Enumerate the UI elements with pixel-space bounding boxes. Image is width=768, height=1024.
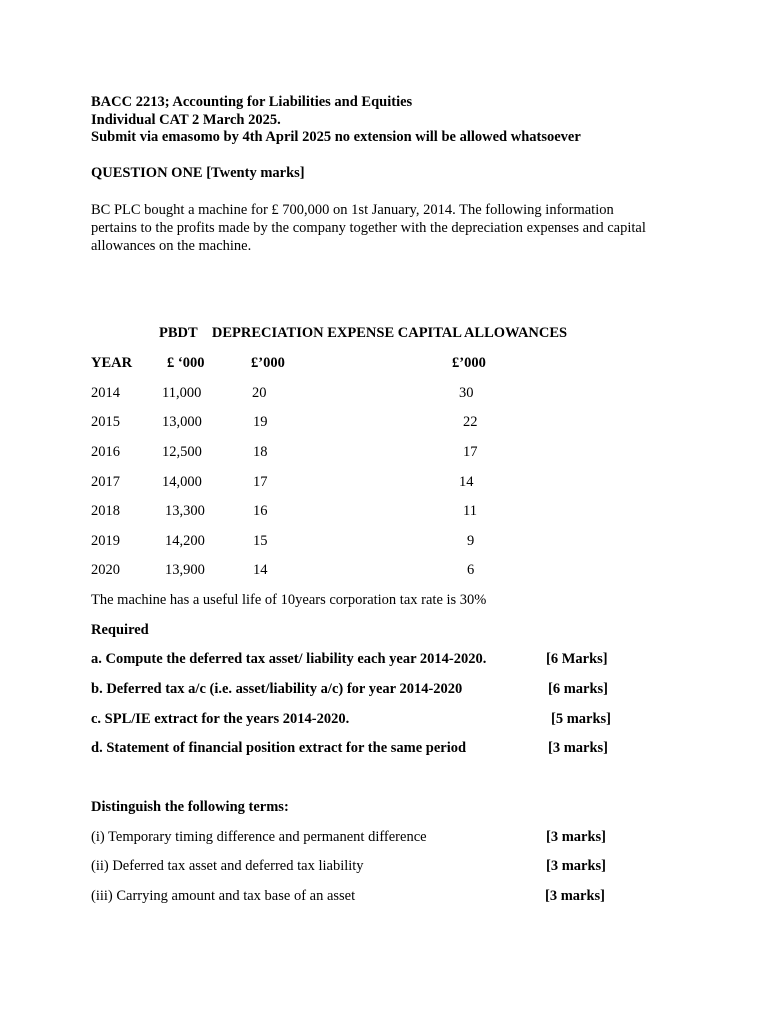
table-row-dep: 14	[253, 562, 268, 578]
table-row-year: 2018	[91, 503, 120, 519]
table-row-pbdt: 12,500	[162, 444, 202, 460]
cat-title: Individual CAT 2 March 2025.	[91, 112, 281, 128]
col-ca-unit: £’000	[452, 355, 486, 371]
table-row-ca: 17	[463, 444, 478, 460]
question-intro: BC PLC bought a machine for £ 700,000 on 1st January, 2014. The following information pertains to the profits made by the company together with the depreciation expenses and capital allowances on the machine.	[91, 202, 646, 254]
table-row-dep: 17	[253, 474, 268, 490]
table-row-ca: 30	[459, 385, 474, 401]
required-item-d-marks: [3 marks]	[548, 740, 609, 756]
table-row-ca: 14	[459, 474, 474, 490]
col-dep-unit: £’000	[251, 355, 285, 371]
distinguish-item-iii-marks: [3 marks]	[545, 888, 606, 904]
question-title: QUESTION ONE [Twenty marks]	[91, 165, 305, 181]
col-year-label: YEAR	[91, 355, 133, 371]
distinguish-item-i-marks: [3 marks]	[546, 829, 607, 845]
table-row-year: 2019	[91, 533, 120, 549]
required-item-a-marks: [6 Marks]	[546, 651, 608, 667]
submission-note: Submit via emasomo by 4th April 2025 no extension will be allowed whatsoever	[91, 129, 581, 145]
table-header-line: PBDT DEPRECIATION EXPENSE CAPITAL ALLOWANCES	[159, 325, 568, 341]
table-row-dep: 16	[253, 503, 268, 519]
table-row-year: 2014	[91, 385, 120, 401]
course-title: BACC 2213; Accounting for Liabilities and Equities	[91, 94, 413, 110]
col-pbdt-unit: £ ‘000	[167, 355, 205, 371]
distinguish-item-i: (i) Temporary timing difference and permanent difference	[91, 829, 427, 845]
table-row-dep: 19	[253, 414, 268, 430]
required-item-b-marks: [6 marks]	[548, 681, 609, 697]
table-row-year: 2016	[91, 444, 120, 460]
table-row-ca: 22	[463, 414, 478, 430]
table-row-ca: 11	[463, 503, 477, 519]
distinguish-item-ii: (ii) Deferred tax asset and deferred tax liability	[91, 858, 364, 874]
table-row-pbdt: 13,300	[165, 503, 205, 519]
required-item-d: d. Statement of financial position extract for the same period	[91, 740, 467, 756]
table-row-year: 2020	[91, 562, 120, 578]
table-row-dep: 20	[252, 385, 267, 401]
required-item-b: b. Deferred tax a/c (i.e. asset/liability a/c) for year 2014-2020	[91, 681, 463, 697]
useful-life-note: The machine has a useful life of 10years corporation tax rate is 30%	[91, 592, 487, 608]
table-row-year: 2017	[91, 474, 120, 490]
required-item-c: c. SPL/IE extract for the years 2014-2020.	[91, 711, 350, 727]
table-row-pbdt: 11,000	[162, 385, 202, 401]
table-row-ca: 9	[467, 533, 475, 549]
required-heading: Required	[91, 622, 149, 638]
distinguish-item-ii-marks: [3 marks]	[546, 858, 607, 874]
table-row-dep: 15	[253, 533, 268, 549]
distinguish-item-iii: (iii) Carrying amount and tax base of an asset	[91, 888, 356, 904]
required-item-a: a. Compute the deferred tax asset/ liability each year 2014-2020.	[91, 651, 487, 667]
table-row-pbdt: 14,200	[165, 533, 205, 549]
table-row-pbdt: 13,900	[165, 562, 205, 578]
table-row-pbdt: 14,000	[162, 474, 202, 490]
table-row-ca: 6	[467, 562, 475, 578]
distinguish-heading: Distinguish the following terms:	[91, 799, 289, 815]
required-item-c-marks: [5 marks]	[551, 711, 612, 727]
table-row-pbdt: 13,000	[162, 414, 202, 430]
table-row-dep: 18	[253, 444, 268, 460]
table-row-year: 2015	[91, 414, 120, 430]
